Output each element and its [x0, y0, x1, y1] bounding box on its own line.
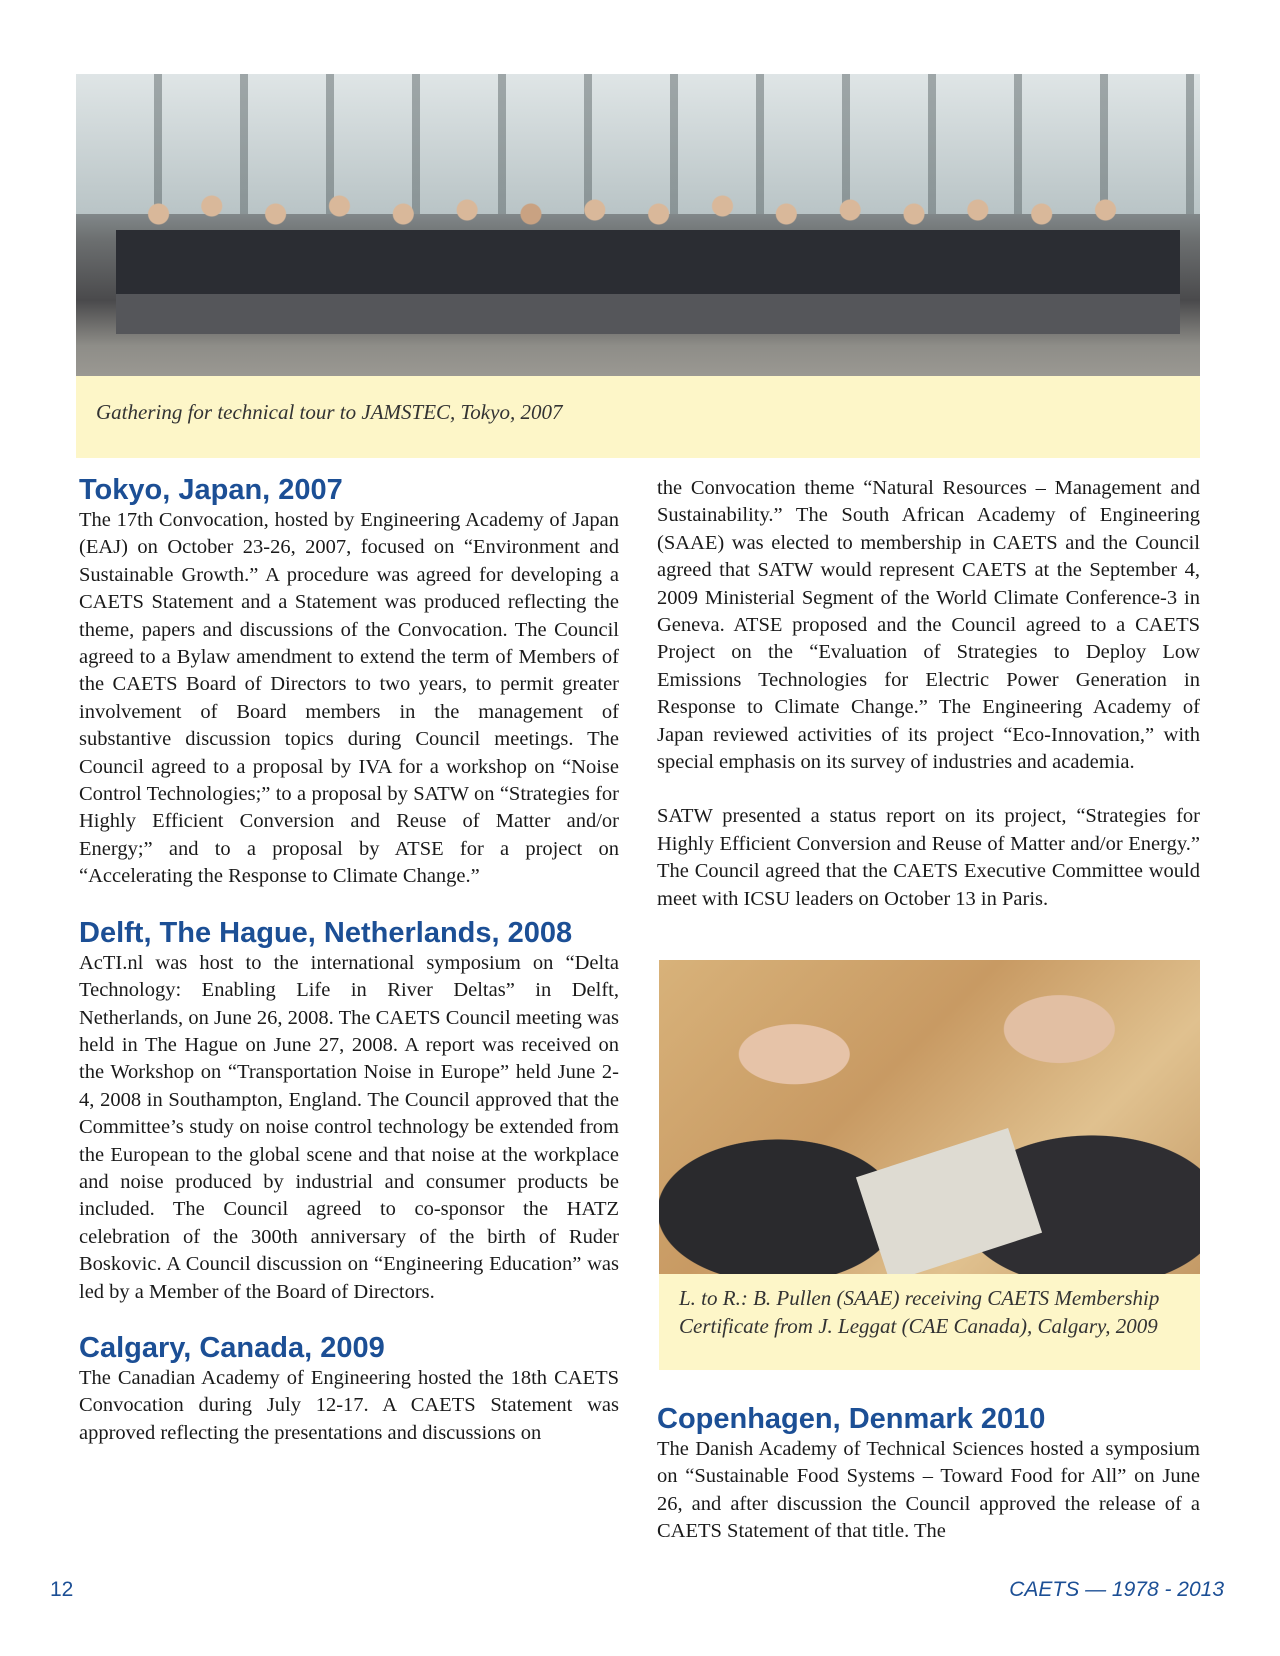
body-tokyo: The 17th Convocation, hosted by Engineering Academy of Japan (EAJ) on October 23-26, 2007, focused on “Environment and Sustainable Growth.” A procedure was agreed for developing a CAETS Statement and a Statement was produced reflecting the theme, papers and discussions of the Convocation. The Council agreed to a Bylaw amendment to extend the term of Members of the CAETS Board of Directors to two years, to permit greater involvement of Board members in the management of substantive discussion topics during Council meetings. The Council agreed to a proposal by IVA for a workshop on “Noise Control Technologies;” to a proposal by SATW on “Strategies for Highly Efficient Conversion and Reuse of Matter and/or Energy;” and to a proposal by ATSE for a project on “Accelerating the Response to Climate Change.”	[79, 509, 619, 888]
body-delft: AcTI.nl was host to the international symposium on “Delta Technology: Enabling Life in River Deltas” in Delft, Netherlands, on June 26, 2008. The CAETS Council meeting was held in The Hague on June 27, 2008. A report was received on the Workshop on “Transportation Noise in Europe” held June 2-4, 2008 in Southampton, England. The Council approved that the Committee’s study on noise control technology be extended from the European to the global scene and that noise at the workplace and noise produced by industrial and consumer products be included. The Council agreed to co-sponsor the HATZ celebration of the 300th anniversary of the birth of Ruder Boskovic. A Council discussion on “Engineering Education” was led by a Member of the Board of Directors.	[79, 951, 619, 1303]
body-satw-report: SATW presented a status report on its project, “Strategies for Highly Efficient Conversion and Reuse of Matter and/or Energy.” The Council agreed that the CAETS Executive Committee would meet with ICSU leaders on October 13 in Paris.	[657, 805, 1200, 910]
body-calgary: The Canadian Academy of Engineering hosted the 18th CAETS Convocation during July 12-17. A CAETS Statement was approved reflecting the presentations and discussions on	[79, 1366, 619, 1444]
right-column	[657, 475, 1200, 913]
heading-calgary: Calgary, Canada, 2009	[79, 1331, 385, 1364]
certificate-photo-caption: L. to R.: B. Pullen (SAAE) receiving CAETS Membership Certificate from J. Leggat (CAE Canada), Calgary, 2009	[659, 1274, 1200, 1370]
membership-certificate	[856, 1128, 1042, 1282]
heading-delft: Delft, The Hague, Netherlands, 2008	[79, 916, 573, 949]
crowd-of-attendees	[116, 134, 1180, 334]
running-footer-title: CAETS — 1978 - 2013	[1009, 1578, 1224, 1601]
certificate-photo	[659, 960, 1200, 1274]
body-calgary-continued: the Convocation theme “Natural Resources – Management and Sustainability.” The South African Academy of Engineering (SAAE) was elected to membership in CAETS and the Council agreed that SATW would represent CAETS at the September 4, 2009 Ministerial Segment of the World Climate Conference-3 in Geneva. ATSE proposed and the Council agreed to a CAETS Project on the “Evaluation of Strategies to Deploy Low Emissions Technologies for Electric Power Generation in Response to Climate Change.” The Engineering Academy of Japan reviewed activities of its project “Eco-Innovation,” with special emphasis on its survey of industries and academia.	[657, 477, 1200, 774]
copenhagen-section	[657, 1403, 1200, 1546]
heading-tokyo: Tokyo, Japan, 2007	[79, 474, 343, 506]
group-photo-jamstec	[76, 74, 1200, 376]
page-number: 12	[50, 1578, 74, 1601]
left-column	[79, 474, 619, 1447]
body-copenhagen: The Danish Academy of Technical Sciences hosted a symposium on “Sustainable Food Systems – Toward Food for All” on June 26, and after discussion the Council approved the release of a CAETS Statement of that title. The	[657, 1438, 1200, 1543]
group-photo-caption: Gathering for technical tour to JAMSTEC, Tokyo, 2007	[76, 376, 1200, 458]
heading-copenhagen: Copenhagen, Denmark 2010	[657, 1403, 1046, 1435]
